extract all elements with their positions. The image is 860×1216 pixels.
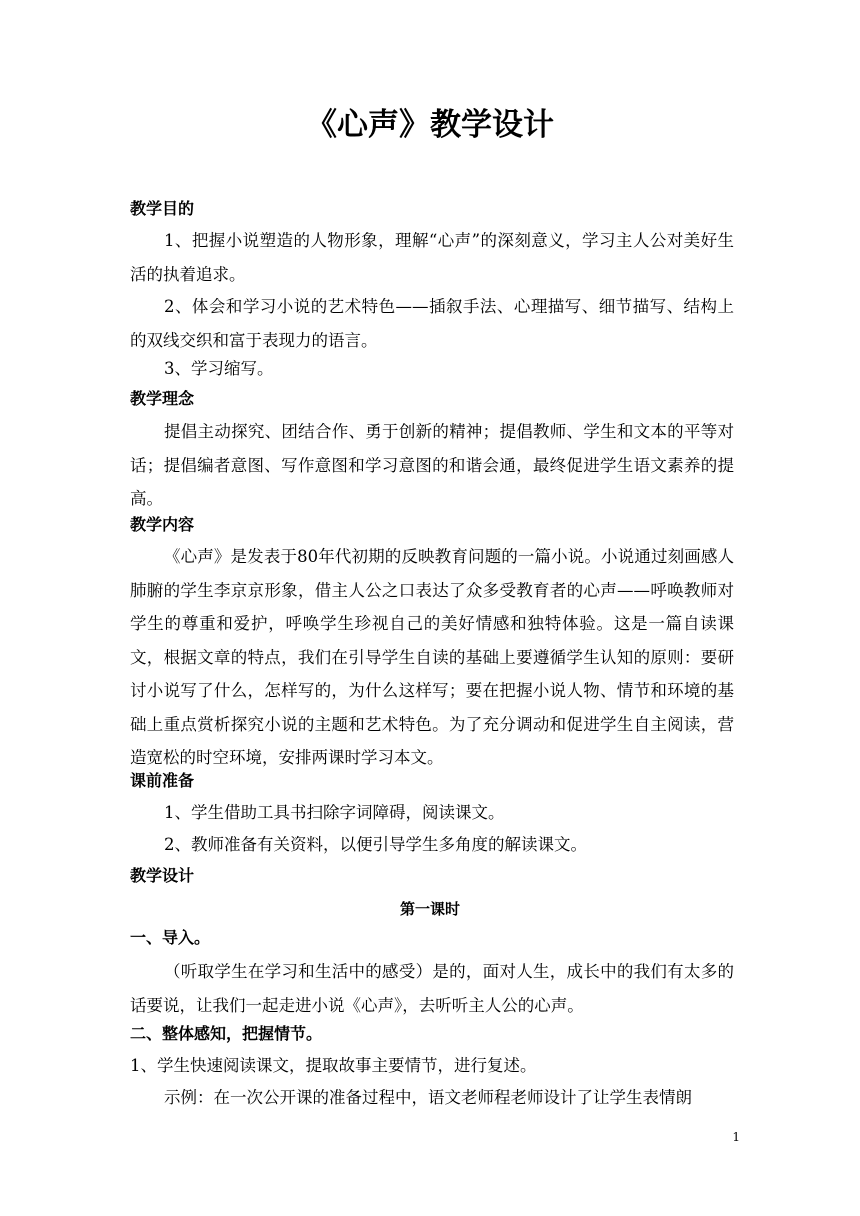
preparation-item-1: 1、学生借助工具书扫除字词障碍，阅读课文。 [164,803,505,822]
philosophy-text: 提倡主动探究、团结合作、勇于创新的精神；提倡教师、学生和文本的平等对话；提倡编者意图、写作意图和学习意图的和谐会通，最终促进学生语文素养的提高。 [130,422,734,508]
section-heading-preparation: 课前准备 [130,771,195,790]
perception-item-1: 1、学生快速阅读课文，提取故事主要情节，进行复述。 [130,1056,537,1075]
intro-text: （听取学生在学习和生活中的感受）是的，面对人生，成长中的我们有太多的话要说，让我们一起走进小说《心声》，去听听主人公的心声。 [130,962,734,1015]
step-heading-perception: 二、整体感知，把握情节。 [130,1024,323,1043]
step-heading-intro: 一、导入。 [130,928,211,947]
objective-item-2: 2、体会和学习小说的艺术特色——插叙手法、心理描写、细节描写、结构上的双线交织和富于表现力的语言。 [130,297,734,350]
section-heading-design: 教学设计 [130,866,195,885]
objective-item-1: 1、把握小说塑造的人物形象，理解“心声”的深刻意义，学习主人公对美好生活的执着追求。 [130,231,734,284]
section-heading-objectives: 教学目的 [130,199,195,218]
page-number: 1 [732,1130,740,1144]
preparation-item-2: 2、教师准备有关资料，以便引导学生多角度的解读课文。 [164,835,587,854]
page-title: 《心声》教学设计 [306,107,554,143]
perception-example: 示例：在一次公开课的准备过程中，语文老师程老师设计了让学生表情朗 [164,1088,692,1107]
section-heading-content: 教学内容 [130,515,195,534]
section-heading-philosophy: 教学理念 [130,389,195,408]
content-text: 《心声》是发表于80年代初期的反映教育问题的一篇小说。小说通过刻画感人肺腑的学生李京京形象，借主人公之口表达了众多受教育者的心声——呼唤教师对学生的尊重和爱护，呼唤学生珍视自己的美好情感和独特体验。这是一篇自读课文，根据文章的特点，我们在引导学生自读的基础上要遵循学生认知的原则：要研讨小说写了什么，怎样写的，为什么这样写；要在把握小说人物、情节和环境的基础上重点赏析探究小说的主题和艺术特色。为了充分调动和促进学生自主阅读，营造宽松的时空环境，安排两课时学习本文。 [130,547,734,767]
lesson-title: 第一课时 [399,900,460,918]
objective-item-3: 3、学习缩写。 [164,359,274,378]
